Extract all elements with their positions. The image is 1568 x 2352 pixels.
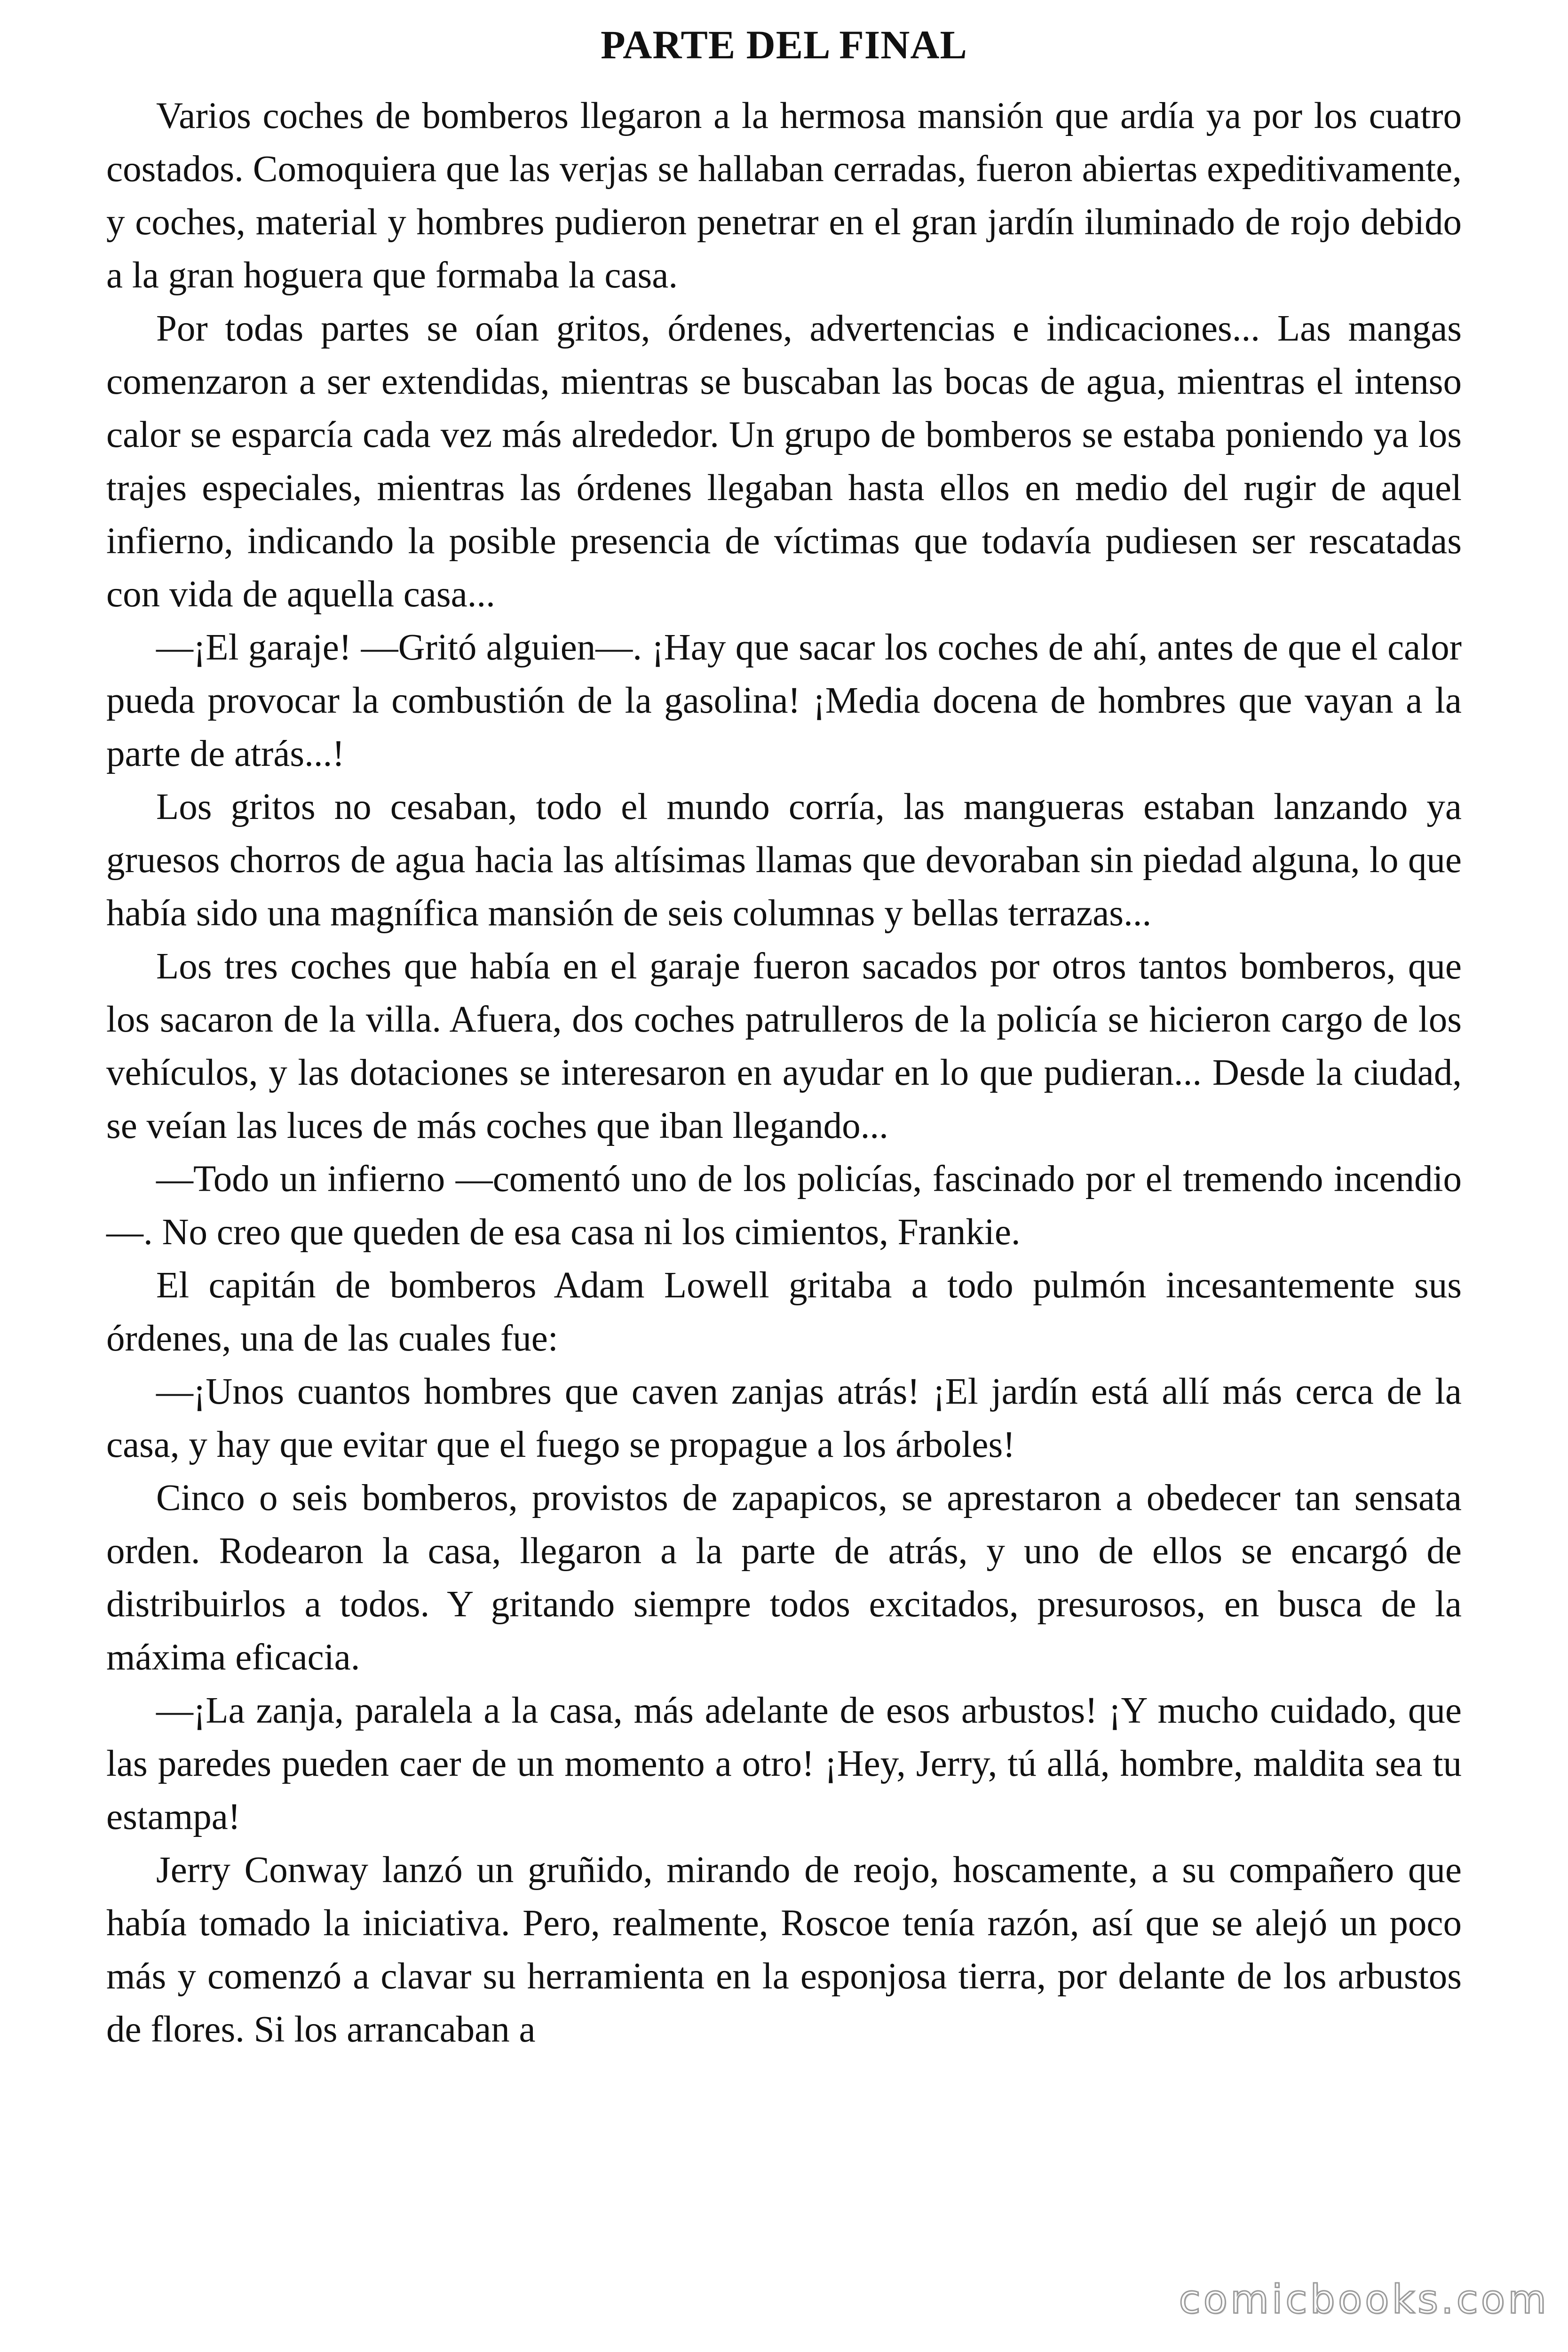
paragraph-3: —¡El garaje! —Gritó alguien—. ¡Hay que sacar los coches de ahí, antes de que el calor pueda provocar la combustión de la gasolina! ¡Media docena de hombres que vayan a la parte de atrás...! — [106, 627, 1462, 774]
paragraph-6: —Todo un infierno —comentó uno de los policías, fascinado por el tremendo incendio—. No creo que queden de esa casa ni los cimientos, Frankie. — [106, 1159, 1462, 1253]
paragraph-8: —¡Unos cuantos hombres que caven zanjas atrás! ¡El jardín está allí más cerca de la casa, y hay que evitar que el fuego se propague a los árboles! — [106, 1371, 1462, 1465]
page-title: PARTE DEL FINAL — [601, 22, 967, 67]
watermark: comicbooks.com — [1179, 2276, 1549, 2322]
paragraph-5: Los tres coches que había en el garaje fueron sacados por otros tantos bomberos, que los sacaron de la villa. Afuera, dos coches patrulleros de la policía se hicieron cargo de los vehículos, y las dotaciones se interesaron en ayudar en lo que pudieran... Desde la ciudad, se veían las luces de más coches que iban llegando... — [106, 946, 1462, 1146]
paragraph-9: Cinco o seis bomberos, provistos de zapapicos, se aprestaron a obedecer tan sensata orden. Rodearon la casa, llegaron a la parte de atrás, y uno de ellos se encargó de distribuirlos a todos. Y gritando siempre todos excitados, presurosos, en busca de la máxima eficacia. — [106, 1478, 1462, 1678]
paragraph-4: Los gritos no cesaban, todo el mundo corría, las mangueras estaban lanzando ya gruesos chorros de agua hacia las altísimas llamas que devoraban sin piedad alguna, lo que había sido una magnífica mansión de seis columnas y bellas terrazas... — [106, 787, 1462, 934]
paragraph-11: Jerry Conway lanzó un gruñido, mirando de reojo, hoscamente, a su compañero que había tomado la iniciativa. Pero, realmente, Roscoe tenía razón, así que se alejó un poco más y comenzó a clavar su herramienta en la esponjosa tierra, por delante de los arbustos de flores. Si los arrancaban a — [106, 1850, 1462, 2050]
document-page — [106, 19, 1462, 2056]
paragraph-10: —¡La zanja, paralela a la casa, más adelante de esos arbustos! ¡Y mucho cuidado, que las paredes pueden caer de un momento a otro! ¡Hey, Jerry, tú allá, hombre, maldita sea tu estampa! — [106, 1690, 1462, 1837]
document-body — [106, 89, 1462, 2056]
paragraph-7: El capitán de bomberos Adam Lowell gritaba a todo pulmón incesantemente sus órdenes, una de las cuales fue: — [106, 1265, 1462, 1359]
paragraph-1: Varios coches de bomberos llegaron a la hermosa mansión que ardía ya por los cuatro costados. Comoquiera que las verjas se hallaban cerradas, fueron abiertas expeditivamente, y coches, material y hombres pudieron penetrar en el gran jardín iluminado de rojo debido a la gran hoguera que formaba la casa. — [106, 95, 1462, 296]
paragraph-2: Por todas partes se oían gritos, órdenes, advertencias e indicaciones... Las mangas comenzaron a ser extendidas, mientras se buscaban las bocas de agua, mientras el intenso calor se esparcía cada vez más alrededor. Un grupo de bomberos se estaba poniendo ya los trajes especiales, mientras las órdenes llegaban hasta ellos en medio del rugir de aquel infierno, indicando la posible presencia de víctimas que todavía pudiesen ser rescatadas con vida de aquella casa... — [106, 308, 1462, 615]
